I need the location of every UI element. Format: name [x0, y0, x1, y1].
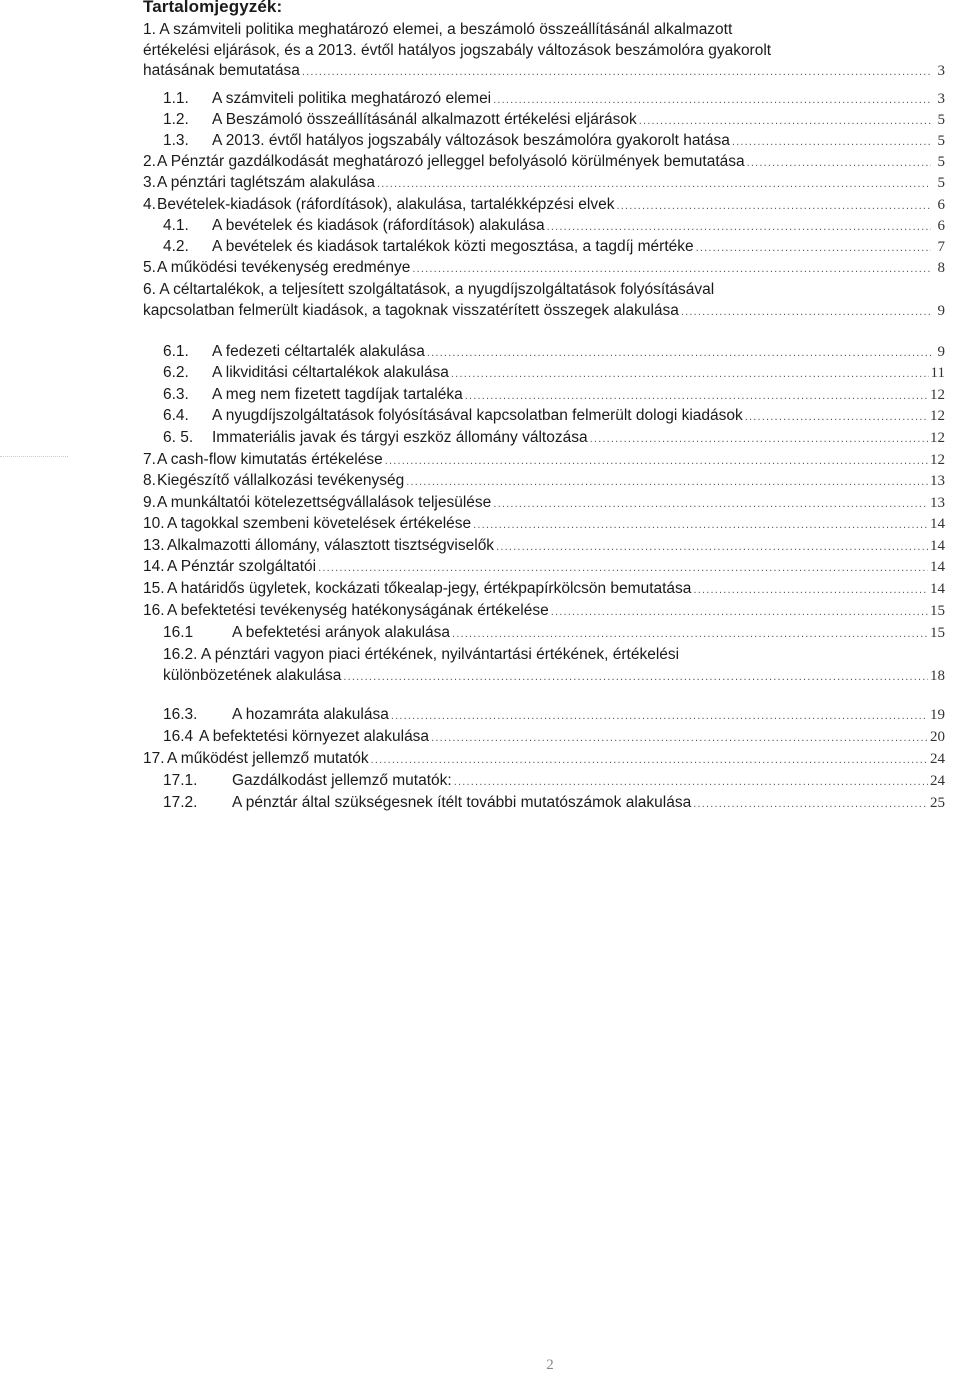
- toc-entry-page: 13: [930, 495, 945, 511]
- toc-entry-title: A működést jellemző mutatók: [167, 750, 369, 767]
- toc-entry-page: 5: [937, 133, 945, 149]
- toc-entry-number: 10.: [143, 515, 165, 532]
- toc-entry-title: kapcsolatban felmerült kiadások, a tagoknak visszatérített összegek alakulása: [143, 301, 679, 319]
- toc-entry-number: 16.: [143, 602, 165, 619]
- toc-entry-page: 9: [937, 302, 945, 319]
- dot-leader: [693, 794, 928, 815]
- toc-entry-number: 6.2.: [163, 364, 189, 381]
- toc-entry-number: 16.1: [163, 624, 194, 641]
- toc-entry-title: Alkalmazotti állomány, választott tisztségviselők: [167, 537, 495, 554]
- toc-entry-number: 17.1.: [163, 772, 198, 789]
- toc-entry[interactable]: [143, 152, 945, 174]
- toc-entry-page: 14: [930, 538, 945, 554]
- toc-entry-page: 3: [937, 63, 945, 79]
- dot-leader: [454, 772, 928, 793]
- toc-entry-page: 9: [937, 344, 945, 360]
- toc-entry-page: 13: [930, 473, 945, 489]
- toc-entry-title: hatásának bemutatása: [143, 62, 300, 79]
- dot-leader: [616, 196, 931, 217]
- dot-leader: [452, 624, 928, 645]
- toc-title: Tartalomjegyzék:: [143, 0, 283, 16]
- toc-entry-page: 7: [937, 239, 945, 255]
- toc-entry-number: 17.2.: [163, 794, 198, 811]
- toc-entry-page: 14: [930, 516, 945, 532]
- toc-entry-title: A számviteli politika meghatározó elemei: [212, 90, 492, 107]
- toc-entry-title: A 2013. évtől hatályos jogszabály változások beszámolóra gyakorolt hatása: [212, 132, 730, 149]
- dot-leader: [747, 153, 931, 174]
- toc-entry-title: A fedezeti céltartalék alakulása: [212, 343, 425, 360]
- toc-entry-page: 5: [937, 112, 945, 128]
- toc-entry-number: 6. 5.: [163, 429, 194, 446]
- toc-entry-page: 8: [937, 260, 945, 276]
- toc-entry-page: 14: [930, 581, 945, 597]
- toc-entry-title: A befektetési arányok alakulása: [232, 624, 450, 641]
- toc-entry-page: 12: [930, 452, 945, 468]
- dot-leader: [493, 494, 928, 515]
- toc-entry-page: 25: [930, 795, 945, 811]
- toc-entry-number: 3.: [143, 174, 156, 191]
- toc-entry-number: 16.4: [163, 728, 194, 745]
- toc-entry-page: 24: [930, 773, 945, 789]
- toc-entry[interactable]: [163, 406, 945, 428]
- toc-entry-page: 14: [930, 559, 945, 575]
- toc-entry[interactable]: [163, 216, 945, 238]
- toc-entry[interactable]: [143, 195, 945, 217]
- toc-entry[interactable]: [143, 450, 945, 472]
- toc-entry[interactable]: [163, 727, 945, 749]
- toc-entry-line: 6. A céltartalékok, a teljesített szolgáltatások, a nyugdíjszolgáltatások folyósításával: [143, 281, 715, 298]
- dot-leader: [551, 602, 928, 623]
- dot-leader: [343, 667, 928, 688]
- toc-entry-number: 6.4.: [163, 407, 189, 424]
- dot-leader: [473, 515, 928, 536]
- toc-entry[interactable]: [163, 342, 945, 364]
- toc-entry-title: A cash-flow kimutatás értékelése: [157, 451, 383, 468]
- toc-entry-number: 8.: [143, 472, 156, 489]
- margin-mark: [0, 456, 68, 461]
- toc-entry[interactable]: [143, 601, 945, 623]
- toc-entry-number: 2.: [143, 153, 156, 170]
- dot-leader: [377, 174, 931, 195]
- toc-entry-title: A bevételek és kiadások tartalékok közti megosztása, a tagdíj mértéke: [212, 238, 694, 255]
- toc-entry-page: 15: [930, 603, 945, 619]
- dot-leader: [318, 558, 928, 579]
- toc-entry-page: 6: [937, 197, 945, 213]
- toc-entry[interactable]: [163, 705, 945, 727]
- dot-leader: [406, 472, 928, 493]
- toc-entry-line: 16.2. A pénztári vagyon piaci értékének, nyilvántartási értékének, értékelési: [163, 646, 680, 663]
- toc-entry[interactable]: [163, 771, 945, 793]
- toc-entry-number: 7.: [143, 451, 156, 468]
- toc-entry[interactable]: [143, 471, 945, 493]
- toc-entry[interactable]: [163, 110, 945, 132]
- toc-entry[interactable]: [163, 363, 945, 385]
- dot-leader: [732, 132, 931, 153]
- toc-entry-page: 3: [937, 91, 945, 107]
- toc-entry-line: értékelési eljárások, és a 2013. évtől hatályos jogszabály változások beszámolóra gyakorolt: [143, 41, 772, 59]
- toc-entry-number: 4.1.: [163, 217, 189, 234]
- toc-entry-title: A befektetési tevékenység hatékonyságának értékelése: [167, 602, 549, 619]
- dot-leader: [547, 217, 931, 238]
- dot-leader: [302, 62, 931, 83]
- toc-entry-title: A Pénztár szolgáltatói: [167, 558, 317, 575]
- toc-entry[interactable]: [143, 173, 945, 195]
- toc-entry[interactable]: [143, 514, 945, 536]
- dot-leader: [745, 407, 928, 428]
- toc-entry-title: A működési tevékenység eredménye: [157, 259, 411, 276]
- toc-entry-page: 6: [937, 218, 945, 234]
- toc-entry-title: A bevételek és kiadások (ráfordítások) alakulása: [212, 217, 545, 234]
- toc-entry[interactable]: [143, 20, 945, 83]
- toc-entry[interactable]: [143, 557, 945, 579]
- toc-entry-title: A meg nem fizetett tagdíjak tartaléka: [212, 386, 463, 403]
- toc-entry-title: A hozamráta alakulása: [232, 706, 389, 723]
- toc-entry-number: 1.1.: [163, 90, 189, 107]
- dot-leader: [693, 580, 928, 601]
- toc-entry-line: 1. A számviteli politika meghatározó elemei, a beszámoló összeállításánál alkalmazott: [143, 21, 733, 38]
- toc-entry-page: 15: [930, 625, 945, 641]
- dot-leader: [493, 90, 931, 111]
- toc-entry[interactable]: [163, 237, 945, 259]
- toc-entry-number: 1.2.: [163, 111, 189, 128]
- dot-leader: [451, 364, 929, 385]
- dot-leader: [427, 343, 931, 364]
- toc-entry-title: A pénztár által szükségesnek ítélt további mutatószámok alakulása: [232, 794, 692, 811]
- toc-entry-page: 12: [930, 408, 945, 424]
- dot-leader: [496, 537, 928, 558]
- dot-leader: [696, 238, 931, 259]
- toc-entry-number: 4.: [143, 196, 156, 213]
- toc-entry-page: 11: [930, 365, 945, 381]
- toc-entry[interactable]: [143, 258, 945, 280]
- toc-entry-page: 5: [937, 154, 945, 170]
- dot-leader: [681, 302, 931, 323]
- toc-entry-page: 18: [930, 667, 945, 684]
- dot-leader: [590, 429, 928, 450]
- toc-entry-title: A határidős ügyletek, kockázati tőkealap-jegy, értékpapírkölcsön bemutatása: [167, 580, 692, 597]
- toc-entry-title: A munkáltatói kötelezettségvállalások teljesülése: [157, 494, 492, 511]
- toc-entry-page: 12: [930, 430, 945, 446]
- dot-leader: [639, 111, 931, 132]
- toc-entry-number: 4.2.: [163, 238, 189, 255]
- toc-entry-number: 16.3.: [163, 706, 198, 723]
- toc-entry-page: 12: [930, 387, 945, 403]
- toc-entry-title: A nyugdíjszolgáltatások folyósításával kapcsolatban felmerült dologi kiadások: [212, 407, 743, 424]
- toc-entry-number: 15.: [143, 580, 165, 597]
- toc-entry-title: Bevételek-kiadások (ráfordítások), alakulása, tartalékképzési elvek: [157, 196, 615, 213]
- toc-entry-number: 6.1.: [163, 343, 189, 360]
- toc-entry-page: 20: [930, 729, 945, 745]
- toc-entry[interactable]: [163, 645, 945, 687]
- dot-leader: [371, 750, 928, 771]
- toc-entry-title: különbözetének alakulása: [163, 666, 342, 684]
- toc-entry[interactable]: [163, 385, 945, 407]
- toc-entry-number: 1.3.: [163, 132, 189, 149]
- toc-entry[interactable]: [163, 131, 945, 153]
- toc-entry-title: A befektetési környezet alakulása: [199, 728, 430, 745]
- toc-entry[interactable]: [163, 89, 945, 111]
- toc-entry-title: A tagokkal szembeni követelések értékelése: [167, 515, 472, 532]
- dot-leader: [431, 728, 928, 749]
- toc-entry[interactable]: [143, 749, 945, 771]
- toc-entry-title: A pénztári taglétszám alakulása: [157, 174, 375, 191]
- dot-leader: [385, 451, 928, 472]
- toc-entry-number: 9.: [143, 494, 156, 511]
- dot-leader: [465, 386, 928, 407]
- toc-entry-title: A Beszámoló összeállításánál alkalmazott értékelési eljárások: [212, 111, 637, 128]
- dot-leader: [391, 706, 928, 727]
- toc-entry-title: Gazdálkodást jellemző mutatók:: [232, 772, 452, 789]
- toc-entry-number: 5.: [143, 259, 156, 276]
- toc-entry-number: 6.3.: [163, 386, 189, 403]
- toc-entry[interactable]: [143, 493, 945, 515]
- page-number: 2: [546, 1357, 554, 1373]
- toc-entry-number: 17.: [143, 750, 165, 767]
- toc-entry[interactable]: [163, 793, 945, 815]
- toc-entry-title: A Pénztár gazdálkodását meghatározó jelleggel befolyásoló körülmények bemutatása: [157, 153, 745, 170]
- toc-entry-page: 19: [930, 707, 945, 723]
- toc-entry[interactable]: [143, 579, 945, 601]
- toc-entry[interactable]: [143, 536, 945, 558]
- toc-entry-title: A likviditási céltartalékok alakulása: [212, 364, 449, 381]
- toc-entry-number: 14.: [143, 558, 165, 575]
- toc-entry-title: Immateriális javak és tárgyi eszköz állomány változása: [212, 429, 588, 446]
- dot-leader: [412, 259, 931, 280]
- toc-entry[interactable]: [163, 428, 945, 450]
- toc-entry-page: 5: [937, 175, 945, 191]
- toc-entry[interactable]: [143, 280, 945, 322]
- toc-entry-page: 24: [930, 751, 945, 767]
- toc-entry-number: 13.: [143, 537, 165, 554]
- toc-entry-title: Kiegészítő vállalkozási tevékenység: [157, 472, 405, 489]
- toc-entry[interactable]: [163, 623, 945, 645]
